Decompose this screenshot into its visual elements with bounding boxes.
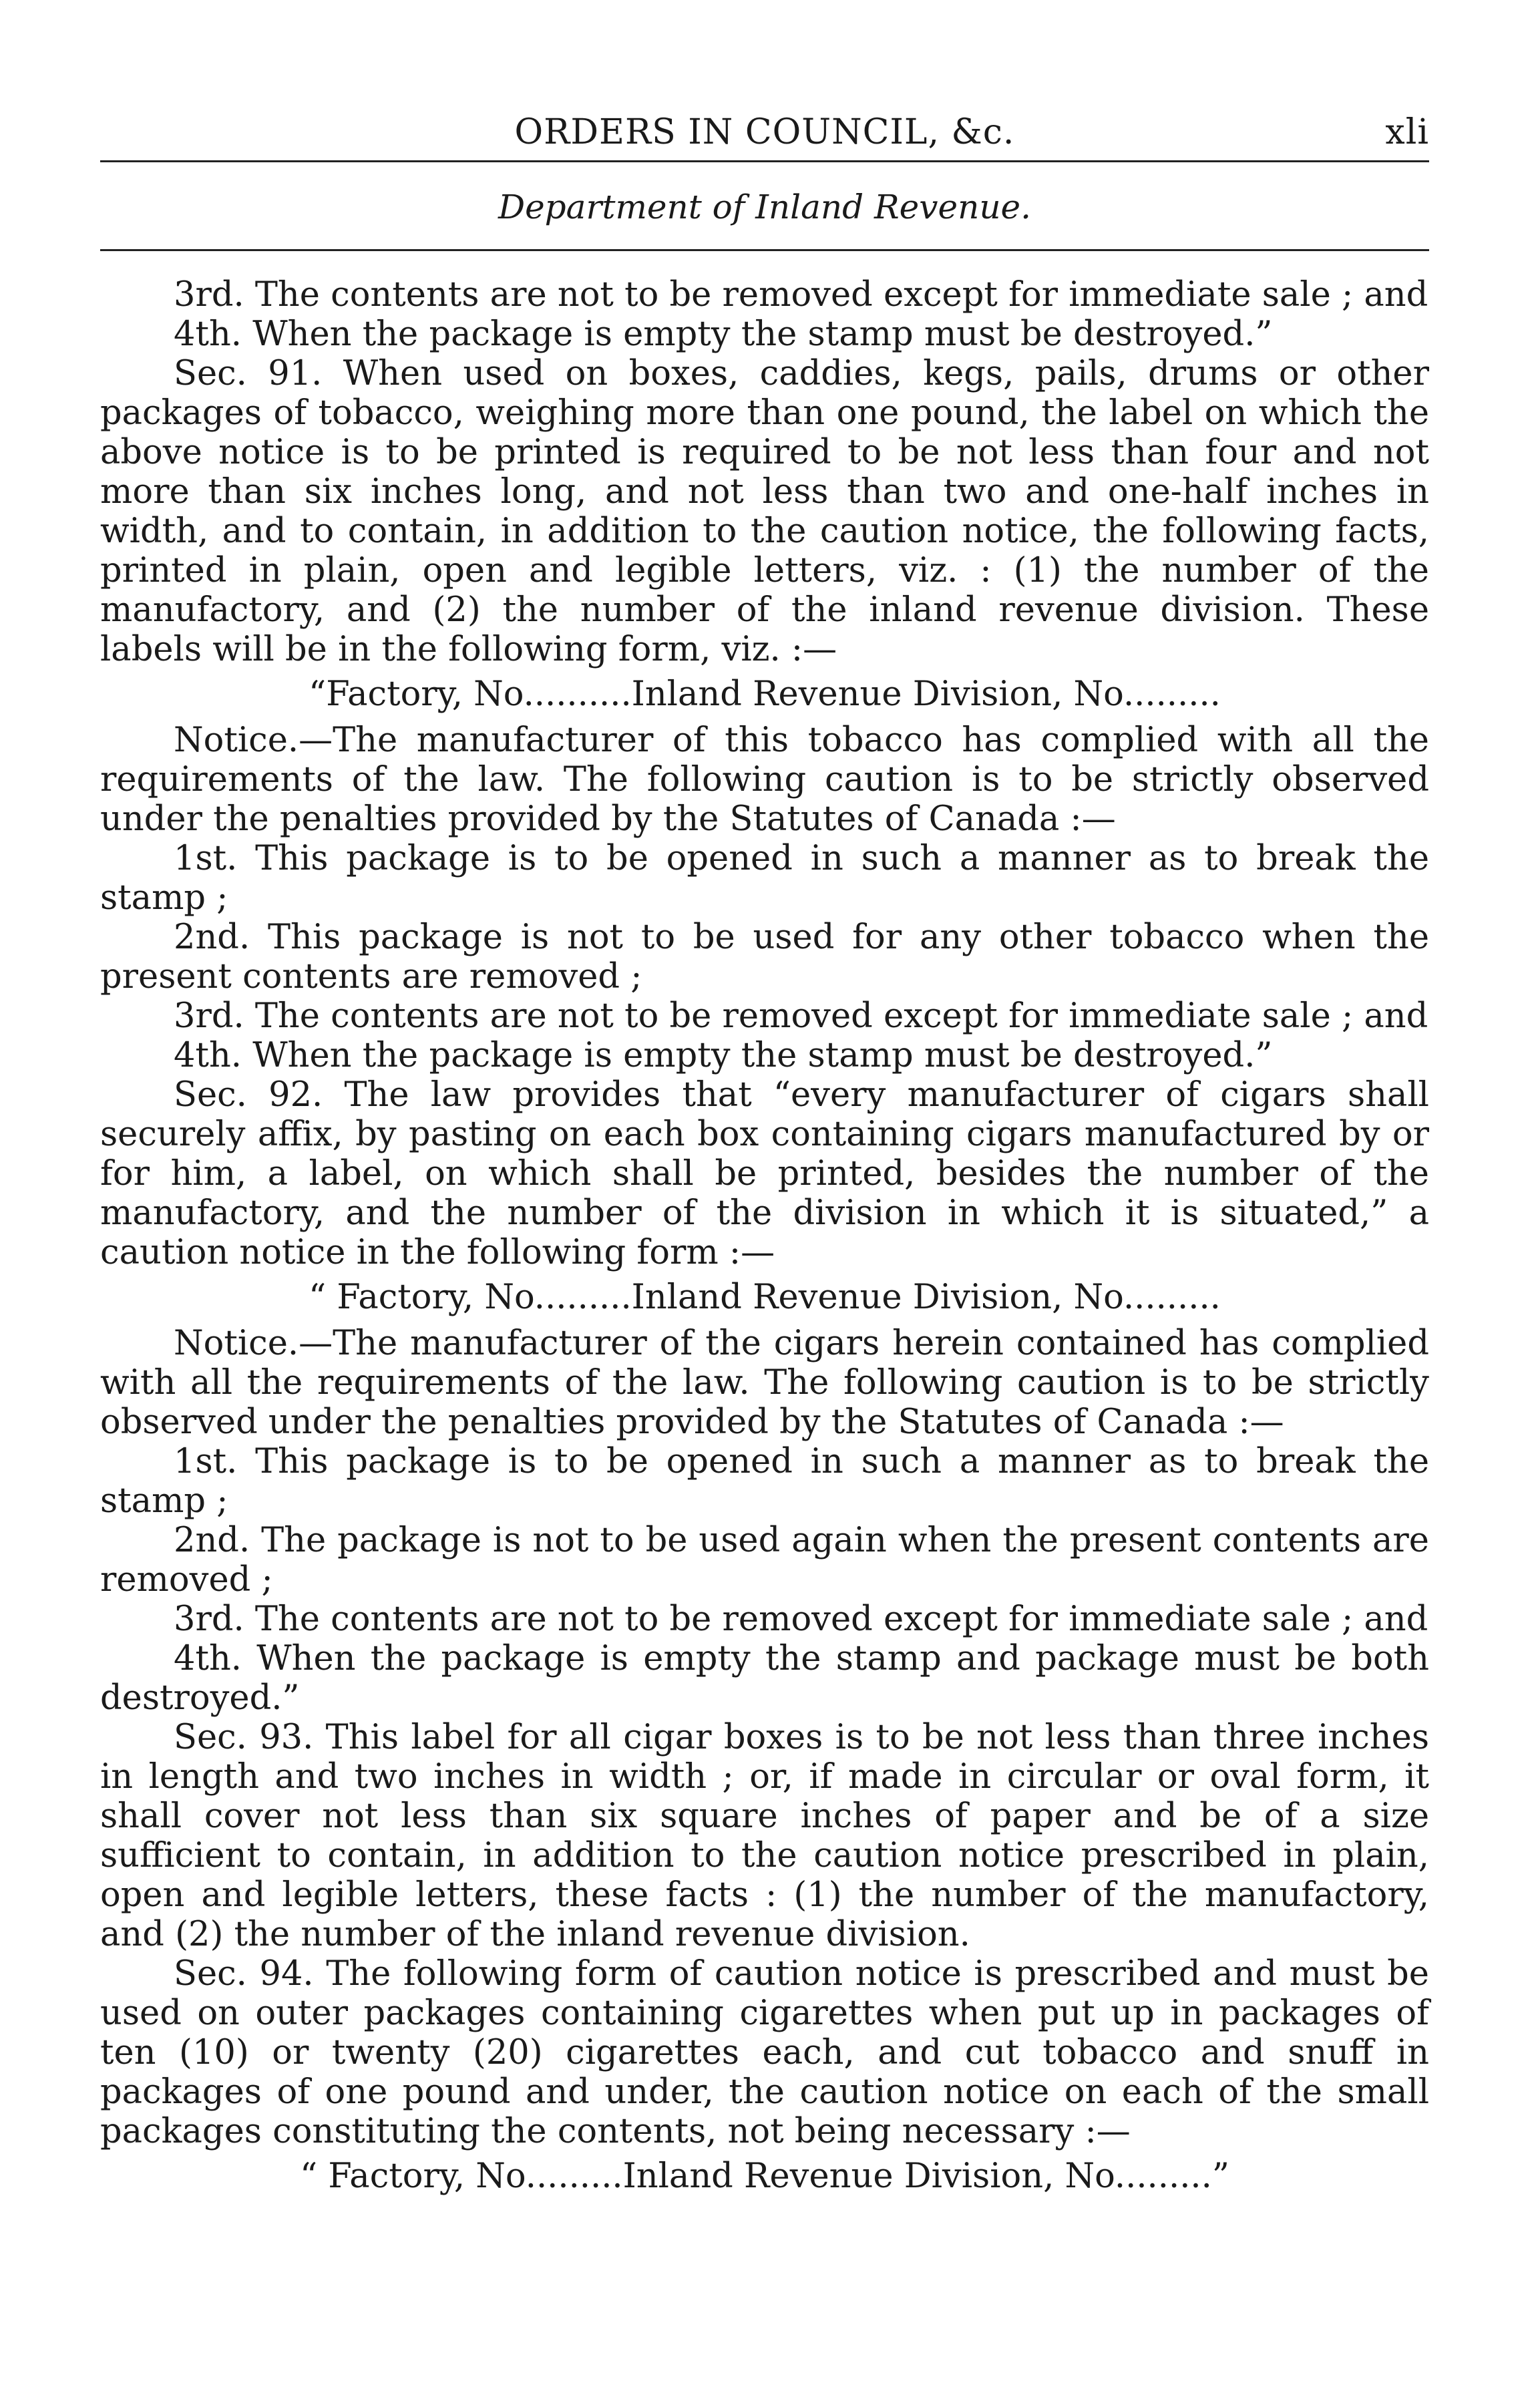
paragraph: Sec. 91. When used on boxes, caddies, kegs, pails, drums or other packages of tobacco, weighing more than one pound, the label on which the above notice is to be printed is required to be not less than four and not more than six inches long, and not less than two and one-half inches in width, and to contain, in addition to the caution notice, the following facts, printed in plain, open and legible letters, viz. : (1) the number of the manufactory, and (2) the number of the inland revenue division. These labels will be in the following form, viz. :— — [100, 354, 1429, 669]
page-number: xli — [1385, 112, 1429, 152]
running-head — [100, 100, 1429, 160]
paragraph: 4th. When the package is empty the stamp must be destroyed.” — [174, 1036, 1273, 1075]
paragraph: Sec. 93. This label for all cigar boxes is to be not less than three inches in length and two inches in width ; or, if made in circular or oval form, it shall cover not less than six square inches of paper and be of a size sufficient to contain, in addition to the caution notice prescribed in plain, open and legible letters, these facts : (1) the number of the manufactory, and (2) the number of the inland revenue division. — [100, 1718, 1429, 1954]
paragraph: Notice.—The manufacturer of this tobacco has complied with all the requirements of the law. The following caution is to be strictly observed under the penalties provided by the Statutes of Canada :— — [100, 721, 1429, 839]
department-heading: Department of Inland Revenue. — [498, 188, 1031, 226]
label-form-line: “Factory, No..........Inland Revenue Division, No......... — [309, 675, 1221, 714]
page — [100, 100, 1429, 2203]
paragraph: 3rd. The contents are not to be removed except for immediate sale ; and — [174, 996, 1428, 1036]
running-title: ORDERS IN COUNCIL, &c. — [514, 112, 1015, 152]
body-text — [100, 275, 1429, 2196]
label-form-line: “ Factory, No.........Inland Revenue Division, No.........” — [300, 2157, 1229, 2196]
paragraph: Sec. 94. The following form of caution notice is prescribed and must be used on outer packages containing cigarettes when put up in packages of ten (10) or twenty (20) cigarettes each, and cut tobacco and snuff in packages of one pound and under, the caution notice on each of the small packages constituting the contents, not being necessary :— — [100, 1954, 1429, 2151]
paragraph: 3rd. The contents are not to be removed except for immediate sale ; and — [174, 275, 1428, 315]
paragraph: Notice.—The manufacturer of the cigars herein contained has complied with all the requirements of the law. The following caution is to be strictly observed under the penalties provided by the Statutes of Canada :— — [100, 1324, 1429, 1442]
paragraph: 3rd. The contents are not to be removed except for immediate sale ; and — [174, 1600, 1428, 1639]
paragraph: 1st. This package is to be opened in such a manner as to break the stamp ; — [100, 839, 1429, 918]
paragraph: Sec. 92. The law provides that “every manufacturer of cigars shall securely affix, by pasting on each box containing cigars manufactured by or for him, a label, on which shall be printed, besides the number of the manufactory, and the number of the division in which it is situated,” a caution notice in the following form :— — [100, 1075, 1429, 1272]
paragraph: 2nd. This package is not to be used for any other tobacco when the present contents are removed ; — [100, 918, 1429, 996]
label-form-line: “ Factory, No.........Inland Revenue Division, No......... — [309, 1278, 1221, 1317]
bottom-rule — [100, 249, 1429, 251]
paragraph: 1st. This package is to be opened in such a manner as to break the stamp ; — [100, 1442, 1429, 1521]
paragraph: 4th. When the package is empty the stamp must be destroyed.” — [174, 315, 1273, 354]
paragraph: 2nd. The package is not to be used again when the present contents are removed ; — [100, 1521, 1429, 1600]
paragraph: 4th. When the package is empty the stamp and package must be both destroyed.” — [100, 1639, 1429, 1718]
